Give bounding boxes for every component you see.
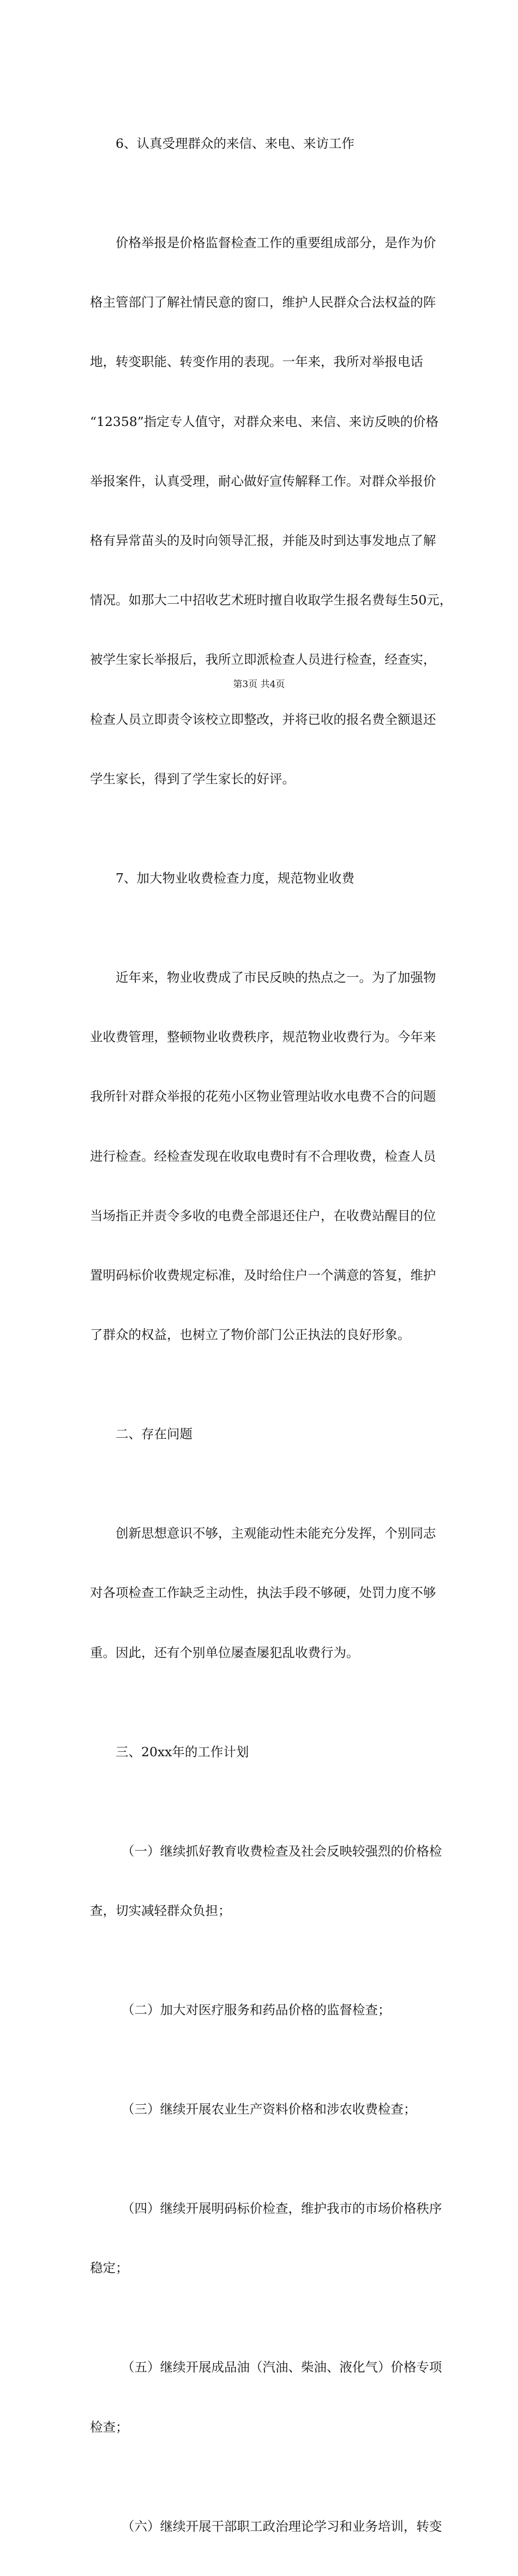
- text-line: 价格举报是价格监督检查工作的重要组成部分，是作为价: [116, 235, 436, 250]
- text-line: 格有异常苗头的及时向领导汇报，并能及时到达事发地点了解: [90, 532, 436, 548]
- text-line: 近年来，物业收费成了市民反映的热点之一。为了加强物: [116, 969, 436, 985]
- text-line: （四）继续开展明码标价检查，维护我市的市场价格秩序: [122, 2201, 442, 2217]
- text-line: 被学生家长举报后，我所立即派检查人员进行检查，经查实，: [90, 652, 436, 668]
- plan-item-3: [64, 2059, 455, 2159]
- text-line: 置明码标价收费规定标准，及时给住户一个满意的答复，维护: [90, 1267, 436, 1283]
- text-line: 学生家长，得到了学生家长的好评。: [90, 771, 295, 786]
- document-body: [64, 94, 455, 2576]
- text-line: 检查；: [90, 2419, 129, 2435]
- text-line: 6、认真受理群众的来信、来电、来访工作: [116, 135, 354, 151]
- text-line: （二）加大对医疗服务和药品价格的监督检查；: [122, 2002, 391, 2017]
- text-line: 情况。如那大二中招收艺术班时擅自收取学生报名费每生50元，: [90, 592, 453, 608]
- plan-item-5: [64, 2318, 455, 2477]
- text-line: 检查人员立即责令该校立即整改，并将已收的报名费全额退还: [90, 711, 436, 727]
- paragraph-problems: [64, 1484, 455, 1702]
- plan-item-6: [64, 2477, 455, 2576]
- paragraph-heading-6: [64, 94, 455, 193]
- text-line: （五）继续开展成品油（汽油、柴油、液化气）价格专项: [122, 2359, 442, 2375]
- text-line: 业收费管理，整顿物业收费秩序，规范物业收费行为。今年来: [90, 1029, 436, 1045]
- plan-item-4: [64, 2159, 455, 2317]
- paragraph-heading-7: [64, 828, 455, 928]
- section-heading-problems: [64, 1384, 455, 1484]
- text-line: 了群众的权益，也树立了物价部门公正执法的良好形象。: [90, 1327, 411, 1343]
- text-line: 创新思想意识不够，主观能动性未能充分发挥，个别同志: [116, 1526, 436, 1541]
- text-line: 三、20xx年的工作计划: [116, 1744, 249, 1760]
- paragraph-property-fees: [64, 928, 455, 1384]
- text-line: （六）继续开展干部职工政治理论学习和业务培训，转变: [122, 2518, 442, 2534]
- plan-item-2: [64, 1960, 455, 2059]
- text-line: 对各项检查工作缺乏主动性，执法手段不够硬，处罚力度不够: [90, 1585, 436, 1601]
- text-line: 地，转变职能、转变作用的表现。一年来，我所对举报电话: [90, 354, 423, 370]
- text-line: 稳定；: [90, 2260, 129, 2276]
- text-line: 查，切实减轻群众负担；: [90, 1902, 231, 1918]
- text-line: 举报案件，认真受理，耐心做好宣传解释工作。对群众举报价: [90, 473, 436, 489]
- text-line: “12358”指定专人值守，对群众来电、来信、来访反映的价格: [90, 413, 439, 429]
- text-line: 进行检查。经检查发现在收取电费时有不合理收费，检查人员: [90, 1148, 436, 1164]
- text-line: （三）继续开展农业生产资料价格和涉农收费检查；: [122, 2101, 417, 2117]
- plan-item-1: [64, 1802, 455, 1960]
- text-line: 格主管部门了解社情民意的窗口，维护人民群众合法权益的阵: [90, 295, 436, 310]
- section-heading-plan: [64, 1702, 455, 1802]
- text-line: （一）继续抓好教育收费检查及社会反映较强烈的价格检: [122, 1843, 442, 1859]
- text-line: 7、加大物业收费检查力度，规范物业收费: [116, 870, 354, 886]
- paragraph-price-report: [64, 193, 455, 828]
- page-number-footer: 第3页 共4页: [233, 679, 285, 690]
- text-line: 当场指正并责令多收的电费全部退还住户，在收费站醒目的位: [90, 1208, 436, 1223]
- text-line: 我所针对群众举报的花苑小区物业管理站收水电费不合的问题: [90, 1089, 436, 1104]
- text-line: 重。因此，还有个别单位屡查屡犯乱收费行为。: [90, 1644, 359, 1660]
- text-line: 二、存在问题: [116, 1426, 192, 1442]
